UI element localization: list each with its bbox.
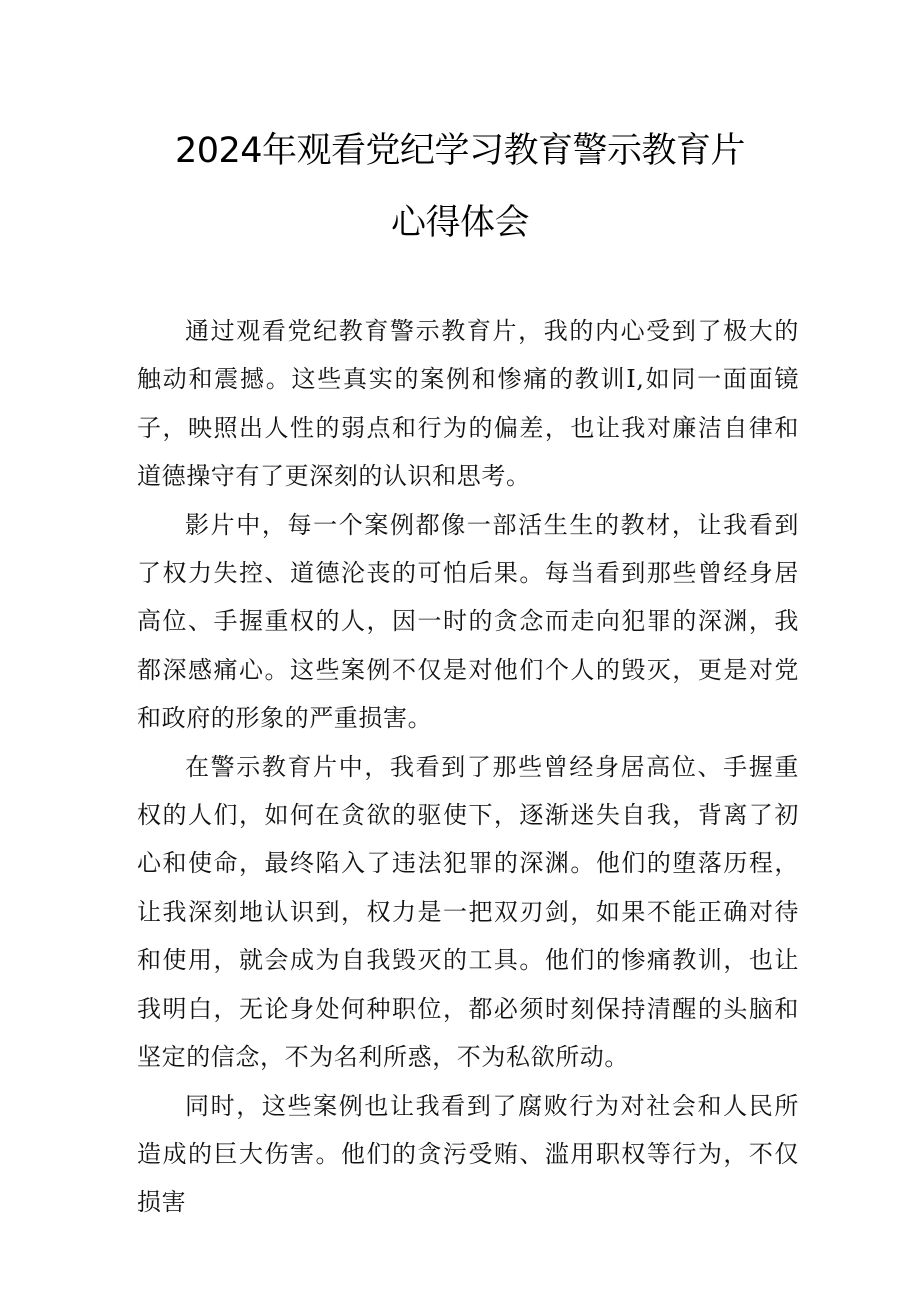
document-body <box>137 307 799 1227</box>
document-title-line-1: 2024年观看党纪学习教育警示教育片 <box>174 131 746 171</box>
paragraph-3: 在警示教育片中，我看到了那些曾经身居高位、手握重权的人们，如何在贪欲的驱使下，逐渐迷失自我，背离了初心和使命，最终陷入了违法犯罪的深渊。他们的堕落历程，让我深刻地认识到，权力是一把双刃剑，如果不能正确对待和使用，就会成为自我毁灭的工具。他们的惨痛教训，也让我明白，无论身处何种职位，都必须时刻保持清醒的头脑和坚定的信念，不为名利所惑，不为私欲所动。 <box>137 752 799 1072</box>
paragraph-1: 通过观看党纪教育警示教育片，我的内心受到了极大的触动和震撼。这些真实的案例和惨痛的教训I,如同一面面镜子，映照出人性的弱点和行为的偏差，也让我对廉洁自律和道德操守有了更深刻的认识和思考。 <box>137 317 799 491</box>
paragraph-4: 同时，这些案例也让我看到了腐败行为对社会和人民所造成的巨大伤害。他们的贪污受贿、滥用职权等行为，不仅损害 <box>137 1091 799 1217</box>
document-title-line-2: 心得体会 <box>390 203 529 243</box>
paragraph-2: 影片中，每一个案例都像一部活生生的教材，让我看到了权力失控、道德沦丧的可怕后果。每当看到那些曾经身居高位、手握重权的人，因一时的贪念而走向犯罪的深渊，我都深感痛心。这些案例不仅是对他们个人的毁灭，更是对党和政府的形象的严重损害。 <box>137 510 799 733</box>
